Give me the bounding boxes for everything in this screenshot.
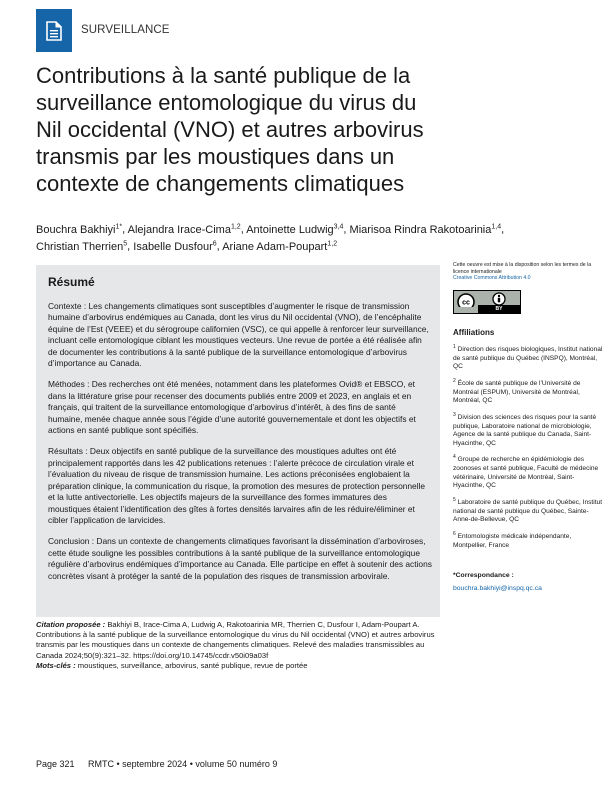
- license-text: Cette oeuvre est mise à la disposition selon les termes de la licence internationale Creative Commons Attribution 4.0: [453, 262, 592, 282]
- affiliation-item: $^1$ Direction des risques biologiques, Institut national de santé publique du Québec (INSPQ), Montréal, QC: [453, 343, 603, 371]
- author: Bouchra Bakhiyi$^{1*}$: [36, 223, 123, 236]
- author: Miarisoa Rindra Rakotoarinia$^{1,4}$: [349, 223, 502, 236]
- abstract-results: Résultats : Deux objectifs en santé publique de la surveillance des moustiques adultes ont été principalement rapportés dans les 42 publications retenues : l’alerte précoce de circulation virale et l’évaluation du niveau de risque de transmission humaine. Les actions préconisées englobaient la préparation clinique, la communication du risque, la promotion des mesures de protection personnelle et la lutte antivectorielle. Les objectifs majeurs de la surveillance des formes immatures des moustiques étaient l’identification des gîtes à fortes densités larvaires afin de les réduire/éliminer et cibler l’application de larvicides.: [48, 446, 426, 525]
- article-title: Contributions à la santé publique de la surveillance entomologique du virus du Nil occidental (VNO) et autres arbovirus transmis par les moustiques dans un contexte de changements climatiques: [36, 63, 424, 196]
- abstract-methods: Méthodes : Des recherches ont été menées, notamment dans les plateformes Ovid® et EBSCO, et dans la littérature grise pour recenser des documents publiés entre 2009 et 2023, en anglais et en français, qui traitent de la surveillance entomologique d’arbovirus d’intérêt, à des fins de santé humaine, menée chaque année sous l’égide d’une autorité gouvernementale et dont les objectifs et actions en santé publique sont spécifiés.: [48, 379, 416, 436]
- keywords: Mots-clés : moustiques, surveillance, arbovirus, santé publique, revue de portée: [36, 660, 308, 670]
- affiliation-item: $^6$ Entomologiste médicale indépendante, Montpellier, France: [453, 530, 572, 549]
- affiliation-item: $^5$ Laboratoire de santé publique du Québec, Institut national de santé publique du Québec, Sainte-Anne-de-Bellevue, QC: [453, 496, 603, 524]
- section-label: SURVEILLANCE: [81, 24, 170, 36]
- author-list: Bouchra Bakhiyi$^{1*}$, Alejandra Irace-Cima$^{1,2}$, Antoinette Ludwig$^{3,4}$, Miarisoa Rindra Rakotoarinia$^{1,4}$, Christian Therrien$^5$, Isabelle Dusfour$^6$, Ariane Adam-Poupart$^{1,2}$: [36, 223, 505, 253]
- author: Isabelle Dusfour$^6$: [133, 240, 217, 253]
- svg-text:cc: cc: [462, 299, 470, 307]
- affiliations-heading: Affiliations: [453, 327, 495, 337]
- cc-by-icon[interactable]: [453, 290, 521, 314]
- correspondence-label: *Correspondance :: [453, 572, 514, 580]
- page-footer: [36, 759, 278, 769]
- author: Christian Therrien$^5$: [36, 240, 128, 253]
- journal-info: RMTC • septembre 2024 • volume 50 numéro 9: [88, 759, 278, 769]
- suggested-citation: Citation proposée : Bakhiyi B, Irace-Cima A, Ludwig A, Rakotoarinia MR, Therrien C, Dusfour I, Adam-Poupart A. Contributions à la santé publique de la surveillance entomologique du virus du Nil occidental (VNO) et autres arbovirus transmis par les moustiques dans un contexte de changements climatiques. Relevé des maladies transmissibles au Canada 2024;50(9):321–32. https://doi.org/10.14745/ccdr.v50i09a03f: [36, 620, 435, 660]
- affiliation-item: $^3$ Division des sciences des risques pour la santé publique, Laboratoire national de microbiologie, Agence de la santé publique du Canada, Saint-Hyacinthe, QC: [453, 411, 597, 447]
- cc-by-label: BY: [478, 305, 520, 313]
- license-link[interactable]: Creative Commons Attribution 4.0: [453, 275, 531, 282]
- author: Antoinette Ludwig$^{3,4}$: [246, 223, 344, 236]
- author: Alejandra Irace-Cima$^{1,2}$: [127, 223, 241, 236]
- affiliation-item: $^4$ Groupe de recherche en épidémiologie des zoonoses et santé publique, Faculté de médecine vétérinaire, Université de Montréal, Saint-Hyacinthe, QC: [453, 454, 599, 490]
- abstract-conclusion: Conclusion : Dans un contexte de changements climatiques favorisant la dissémination d’arboviroses, cette étude souligne les possibles contributions à la santé publique de la surveillance entomologique régulière d’arbovirus endémiques d’importance au Canada. Elle participe en effet à soutenir des actions concrètes visant à protéger la santé de la population des risques de transmission arbovirale.: [48, 536, 432, 581]
- affiliation-item: $^2$ École de santé publique de l’Université de Montréal (ESPUM), Université de Montréal, Montréal, QC: [453, 377, 581, 405]
- abstract-box: [36, 265, 440, 617]
- correspondence-email-link[interactable]: bouchra.bakhiyi@inspq.qc.ca: [453, 585, 542, 593]
- page-number: Page 321: [36, 759, 75, 769]
- author: Ariane Adam-Poupart$^{1,2}$: [222, 240, 338, 253]
- abstract-context: Contexte : Les changements climatiques sont susceptibles d’augmenter le risque de transmission humaine d’arbovirus endémiques au Canada, dont les virus du Nil occidental (VNO), de l’encéphalite équine de l’Est (VEEE) et du sérogroupe californien (VSC), ce qui appelle à renforcer leur surveillance, incluant celle entomologique ciblant les moustiques vecteurs. Une revue de portée a été réalisée afin de documenter les contributions à la santé publique de la surveillance entomologique d’arbovirus d’importance au Canada.: [48, 301, 429, 369]
- document-icon: [46, 21, 62, 41]
- section-document-icon: [36, 9, 72, 52]
- sidebar: [453, 262, 603, 592]
- citation-block: [36, 620, 446, 671]
- abstract-heading: Résumé: [48, 275, 95, 289]
